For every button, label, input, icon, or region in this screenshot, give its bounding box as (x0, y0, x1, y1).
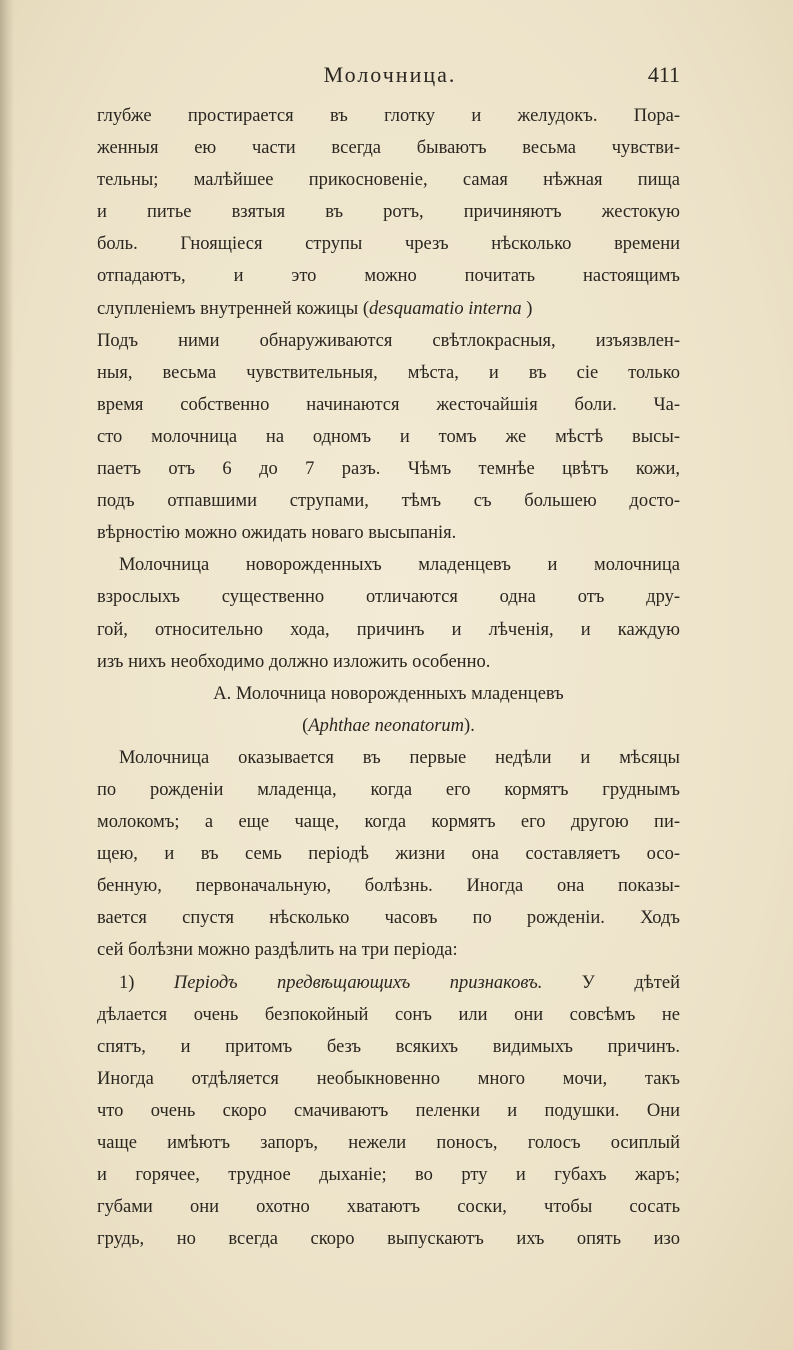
running-title: Молочница. (323, 62, 457, 87)
text-line-with-latin-term (97, 293, 680, 325)
text-line: боль. Гноящіеся струпы чрезъ нѣсколько времени (97, 234, 680, 255)
text-line: вѣрностію можно ожидать новаго высыпанія. (97, 523, 457, 544)
text-line: паетъ отъ 6 до 7 разъ. Чѣмъ темнѣе цвѣтъ кожи, (97, 459, 680, 480)
text-line: бенную, первоначальную, болѣзнь. Иногда она показы- (97, 876, 680, 897)
text-line: губами они охотно хватаютъ соски, чтобы сосать (97, 1197, 680, 1218)
text-line: что очень скоро смачиваютъ пеленки и подушки. Они (97, 1100, 680, 1121)
text-line: Подъ ними обнаруживаются свѣтлокрасныя, изъязвлен- (97, 330, 680, 351)
section-heading: А. Молочница новорожденныхъ младенцевъ (213, 683, 564, 704)
list-number: 1) (119, 972, 135, 993)
paren-open: ( (302, 715, 309, 736)
text-line: тельны; малѣйшее прикосновеніе, самая нѣжная пища (97, 170, 680, 191)
text-line: Молочница новорожденныхъ младенцевъ и молочница (119, 555, 680, 576)
text-line: молокомъ; а еще чаще, когда кормятъ его другою пи- (97, 812, 680, 833)
section-subheading (97, 710, 680, 742)
latin-subtitle: Aphthae neonatorum (308, 715, 465, 736)
text-line: гой, относительно хода, причинъ и лѣченія, и каждую (97, 619, 680, 640)
body-text (97, 100, 680, 1255)
text-line: и горячее, трудное дыханіе; во рту и губахъ жаръ; (97, 1165, 680, 1186)
text-line: Молочница оказывается въ первые недѣли и мѣсяцы (119, 747, 680, 768)
text-line: дѣлается очень безпокойный сонъ или они совсѣмъ не (97, 1004, 680, 1025)
text-line: по рожденіи младенца, когда его кормятъ груднымъ (97, 779, 680, 800)
text-line: Иногда отдѣляется необыкновенно много мочи, такъ (97, 1068, 680, 1089)
text-line: женныя ею части всегда бываютъ весьма чувстви- (97, 138, 680, 159)
text-line: спятъ, и притомъ безъ всякихъ видимыхъ причинъ. (97, 1036, 680, 1057)
text-line: время собственно начинаются жесточайшія боли. Ча- (97, 394, 680, 415)
text-line: сей болѣзни можно раздѣлить на три періода: (97, 940, 458, 961)
text-line: отпадаютъ, и это можно почитать настоящимъ (97, 266, 680, 287)
text-line: и питье взятыя въ ротъ, причиняютъ жестокую (97, 202, 680, 223)
period-title: Періодъ предвѣщающихъ признаковъ. (173, 972, 543, 993)
text-line: изъ нихъ необходимо должно изложить особенно. (97, 651, 491, 672)
text-line: грудь, но всегда скоро выпускаютъ ихъ опять изо (97, 1229, 680, 1250)
numbered-lead-line (97, 967, 680, 999)
text-line: ныя, весьма чувствительныя, мѣста, и въ сіе только (97, 362, 680, 383)
paren-close: ). (464, 715, 475, 736)
page-number: 411 (647, 62, 680, 87)
text-line: вается спустя нѣсколько часовъ по рожденіи. Ходъ (97, 908, 680, 929)
text-fragment: У дѣтей (581, 972, 680, 993)
text-line: щею, и въ семь періодѣ жизни она составляетъ осо- (97, 844, 680, 865)
text-line: сто молочница на одномъ и томъ же мѣстѣ высы- (97, 426, 680, 447)
text-line: подъ отпавшими струпами, тѣмъ съ большею досто- (97, 491, 680, 512)
text-fragment: слупленіемъ внутренней кожицы ( (97, 298, 370, 319)
page-header (100, 62, 680, 92)
text-line: глубже простирается въ глотку и желудокъ. Пора- (97, 106, 680, 126)
text-line: чаще имѣютъ запоръ, нежели поносъ, голосъ осиплый (97, 1133, 680, 1153)
binding-edge (0, 0, 14, 1350)
latin-term: desquamatio interna (369, 298, 522, 319)
text-fragment: ) (526, 298, 533, 319)
text-line: взрослыхъ существенно отличаются одна отъ дру- (97, 587, 680, 608)
